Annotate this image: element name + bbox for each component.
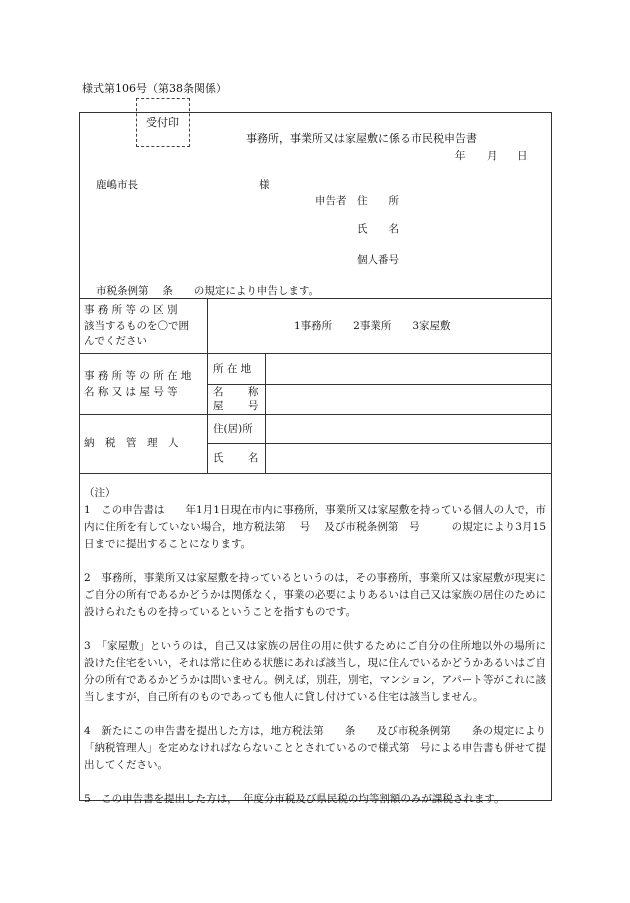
applicant-id-label: 個人番号 bbox=[357, 254, 399, 266]
notes-section bbox=[84, 502, 546, 808]
classification-label-line-3: んでください bbox=[84, 335, 147, 347]
date-year-label: 年 bbox=[455, 150, 466, 162]
declaration-text: 市税条例第 条 の規定により申告します。 bbox=[96, 285, 319, 297]
addressee: 鹿嶋市長 bbox=[96, 179, 138, 191]
note-item-2: 2 事務所，事業所又は家屋敷を持っているというのは，その事務所，事業所又は家屋敷が現実にご自分の所有であるかどうかは関係なく，事業の必要によりあるいは自己又は家族の居住のために設けられたものを持っているということを指すものです。 bbox=[84, 572, 546, 618]
table-rule-sub-1 bbox=[207, 384, 552, 385]
table-bottom-rule bbox=[79, 473, 552, 474]
note-item-3: 3 「家屋敷」というのは，自己又は家族の居住の用に供するためにご自分の住所地以外の場所に設けた住宅をいい，それは常に住める状態にあれば該当し，現に住んでいるかどうかあるいはご自分の所有であるかどうかは問いません。例えば，別荘，別宅，マンション，アパート等がこれに該当しますが，自己所有のものであっても他人に貸し付けている住宅は該当しません。 bbox=[84, 640, 546, 703]
tax-manager-name-label: 氏 名 bbox=[213, 452, 259, 464]
applicant-name-label: 氏 名 bbox=[357, 223, 399, 235]
form-number: 様式第106号（第38条関係） bbox=[82, 82, 227, 95]
classification-label-line-1: 事 務 所 等 の 区 別 bbox=[84, 304, 178, 316]
note-item-4: 4 新たにこの申告書を提出した方は，地方税法第 条 及び市税条例第 条の規定により「納税管理人」を定めなければならないこととされているので様式第 号による申告書も併せて提出してください。 bbox=[84, 725, 546, 771]
table-label-divider bbox=[207, 298, 208, 473]
location-label-line-2: 名 称 又 は 屋 号 等 bbox=[84, 386, 178, 398]
location-name-label-line-2: 屋 号 bbox=[213, 400, 259, 412]
table-sublabel-divider bbox=[265, 353, 266, 473]
reception-stamp-label: 受付印 bbox=[146, 116, 179, 129]
date-day-label: 日 bbox=[517, 150, 528, 162]
applicant-label: 申告者 bbox=[315, 195, 347, 207]
classification-options[interactable]: 1事務所 2事業所 3家屋敷 bbox=[294, 320, 451, 332]
classification-label-line-2: 該当するものを〇で囲 bbox=[84, 320, 189, 332]
note-item-1: 1 この申告書は 年1月1日現在市内に事務所，事業所又は家屋敷を持っている個人の人で，市内に住所を有していない場合，地方税法第 号 及び市税条例第 号 の規定により3月15日までに提出することになります。 bbox=[84, 504, 546, 550]
table-rule-2 bbox=[79, 414, 552, 415]
note-item-5: 5 この申告書を提出した方は， 年度分市税及び県民税の均等割額のみが課税されます。 bbox=[84, 793, 505, 805]
location-address-label: 所 在 地 bbox=[213, 363, 252, 375]
date-month-label: 月 bbox=[487, 150, 498, 162]
addressee-honorific: 様 bbox=[259, 179, 270, 191]
table-rule-sub-2 bbox=[207, 443, 552, 444]
table-rule-1 bbox=[79, 353, 552, 354]
notes-heading: （注） bbox=[84, 487, 116, 499]
location-label-line-1: 事 務 所 等 の 所 在 地 bbox=[84, 370, 192, 382]
table-top-rule bbox=[79, 298, 552, 299]
form-title: 事務所，事業所又は家屋敷に係る市民税申告書 bbox=[246, 132, 477, 145]
tax-manager-label: 納 税 管 理 人 bbox=[84, 437, 179, 449]
location-name-label-line-1: 名 称 bbox=[213, 386, 259, 398]
applicant-address-label: 住 所 bbox=[357, 195, 399, 207]
tax-manager-address-label: 住(居)所 bbox=[213, 423, 253, 435]
